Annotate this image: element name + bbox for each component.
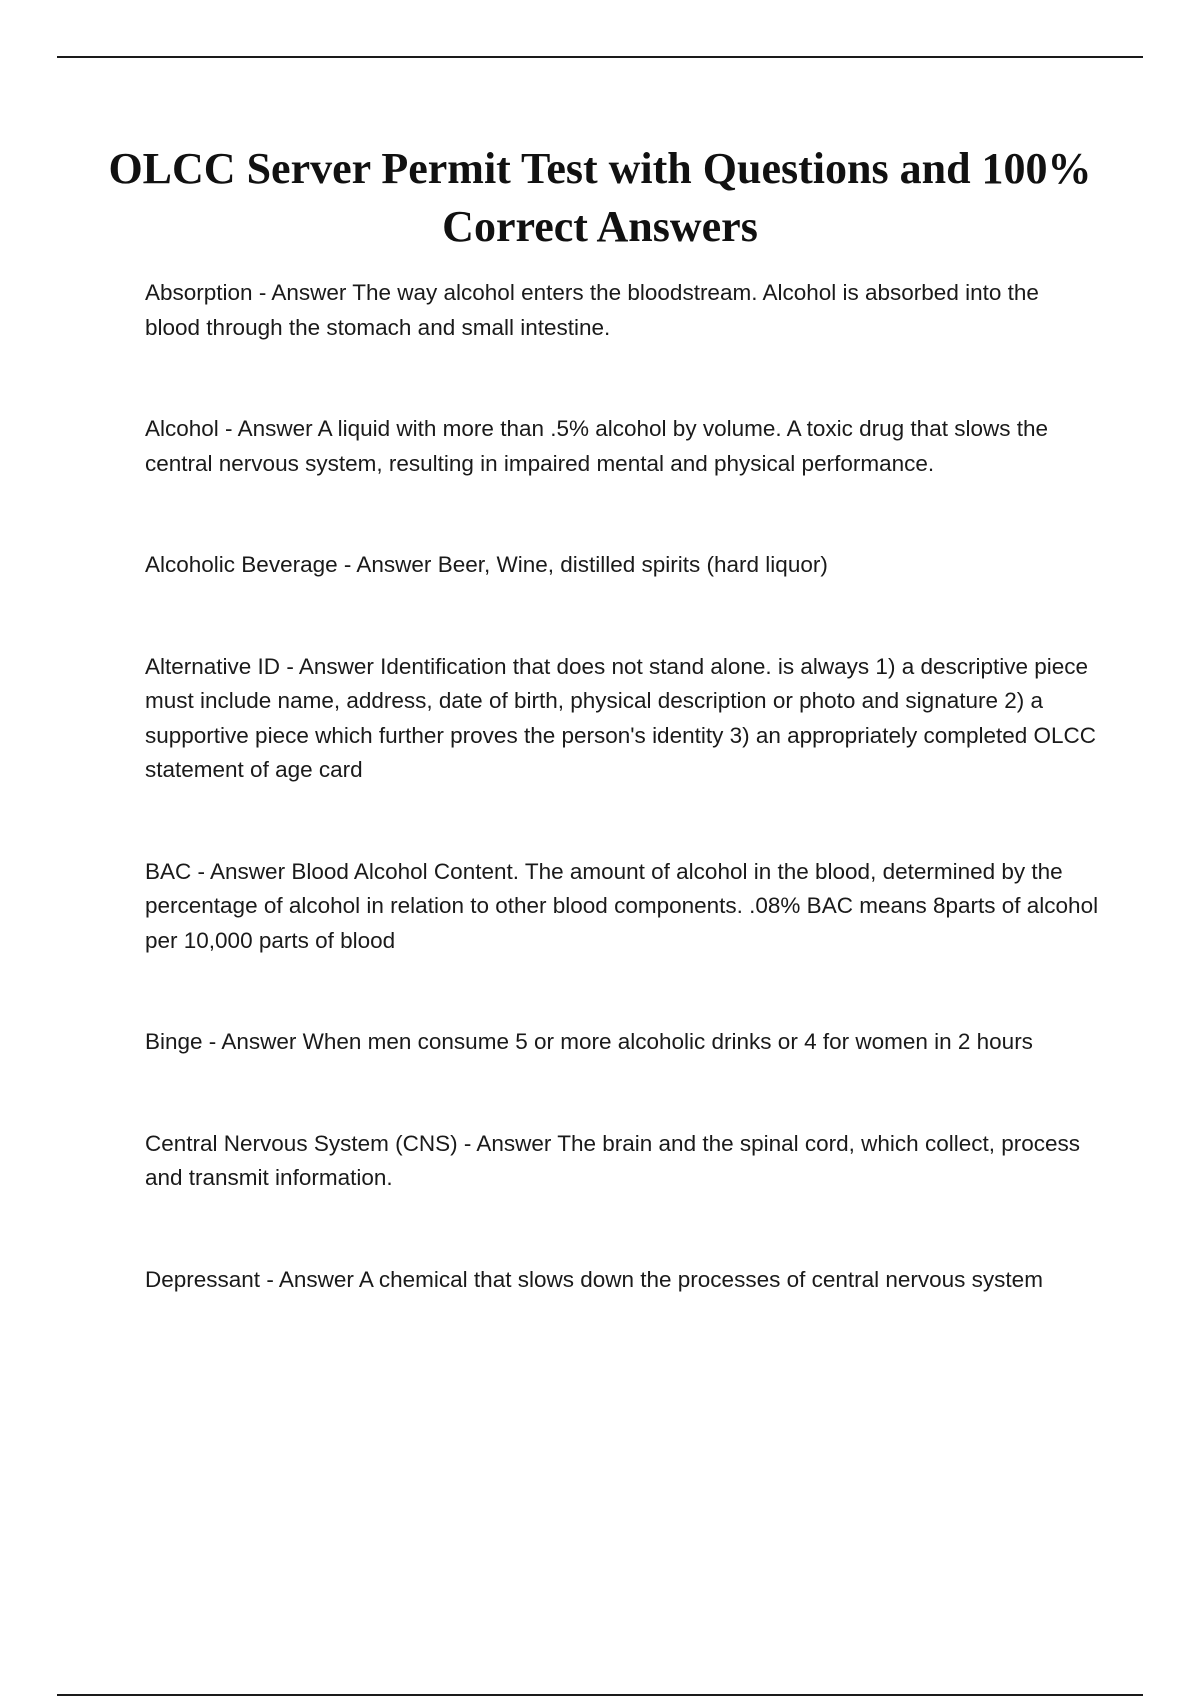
- entry-term: BAC: [145, 858, 192, 884]
- answer-label: Answer: [210, 858, 286, 884]
- answer-label: Answer: [476, 1130, 552, 1156]
- entry-term: Alcohol: [145, 416, 219, 441]
- entry-absorption: [145, 276, 1100, 345]
- entry-term: Alternative ID: [145, 653, 281, 679]
- entry-central-nervous-system: [145, 1127, 1100, 1196]
- entry-bac: [145, 855, 1100, 959]
- entry-alcohol: [145, 412, 1100, 481]
- document-title: OLCC Server Permit Test with Questions and 100% Correct Answers: [108, 144, 1092, 251]
- answer-label: Answer: [356, 552, 432, 577]
- answer-label: Answer: [271, 280, 347, 305]
- answer-label: Answer: [278, 1266, 354, 1292]
- entry-binge: [145, 1025, 1100, 1060]
- entry-answer: When men consume 5 or more alcoholic drinks or 4 for women in 2 hours: [302, 1029, 1033, 1054]
- entry-depressant: [145, 1263, 1100, 1298]
- entry-answer: Identification that does not stand alone. is always 1) a descriptive piece must include name, address, date of birth, physical description or photo and signature 2) a supportive piece which further proves the person's identity 3) an appropriately completed OLCC statement of age card: [145, 653, 1097, 782]
- entry-term: Binge: [145, 1029, 203, 1054]
- entry-term: Depressant: [145, 1266, 261, 1292]
- entry-answer: A liquid with more than .5% alcohol by volume. A toxic drug that slows the central nervous system, resulting in impaired mental and physical performance.: [145, 416, 1049, 476]
- entry-alcoholic-beverage: [145, 548, 1100, 583]
- entry-term: Central Nervous System (CNS): [145, 1130, 458, 1156]
- flashcard-list: [145, 276, 1100, 1364]
- answer-label: Answer: [221, 1029, 297, 1054]
- bottom-divider: [57, 1694, 1143, 1696]
- entry-term: Alcoholic Beverage: [145, 552, 338, 577]
- entry-answer: A chemical that slows down the processes of central nervous system: [358, 1266, 1043, 1292]
- top-divider: [57, 56, 1143, 58]
- entry-answer: Blood Alcohol Content. The amount of alcohol in the blood, determined by the percentage of alcohol in relation to other blood components. .08% BAC means 8parts of alcohol per 10,000 parts of blood: [145, 858, 1099, 953]
- entry-alternative-id: [145, 650, 1100, 788]
- answer-label: Answer: [298, 653, 374, 679]
- entry-answer: The brain and the spinal cord, which collect, process and transmit information.: [145, 1130, 1081, 1190]
- entry-answer: Beer, Wine, distilled spirits (hard liquor): [437, 552, 828, 577]
- answer-label: Answer: [237, 416, 313, 441]
- entry-term: Absorption: [145, 280, 253, 305]
- entry-answer: The way alcohol enters the bloodstream. Alcohol is absorbed into the blood through the stomach and small intestine.: [145, 280, 1039, 340]
